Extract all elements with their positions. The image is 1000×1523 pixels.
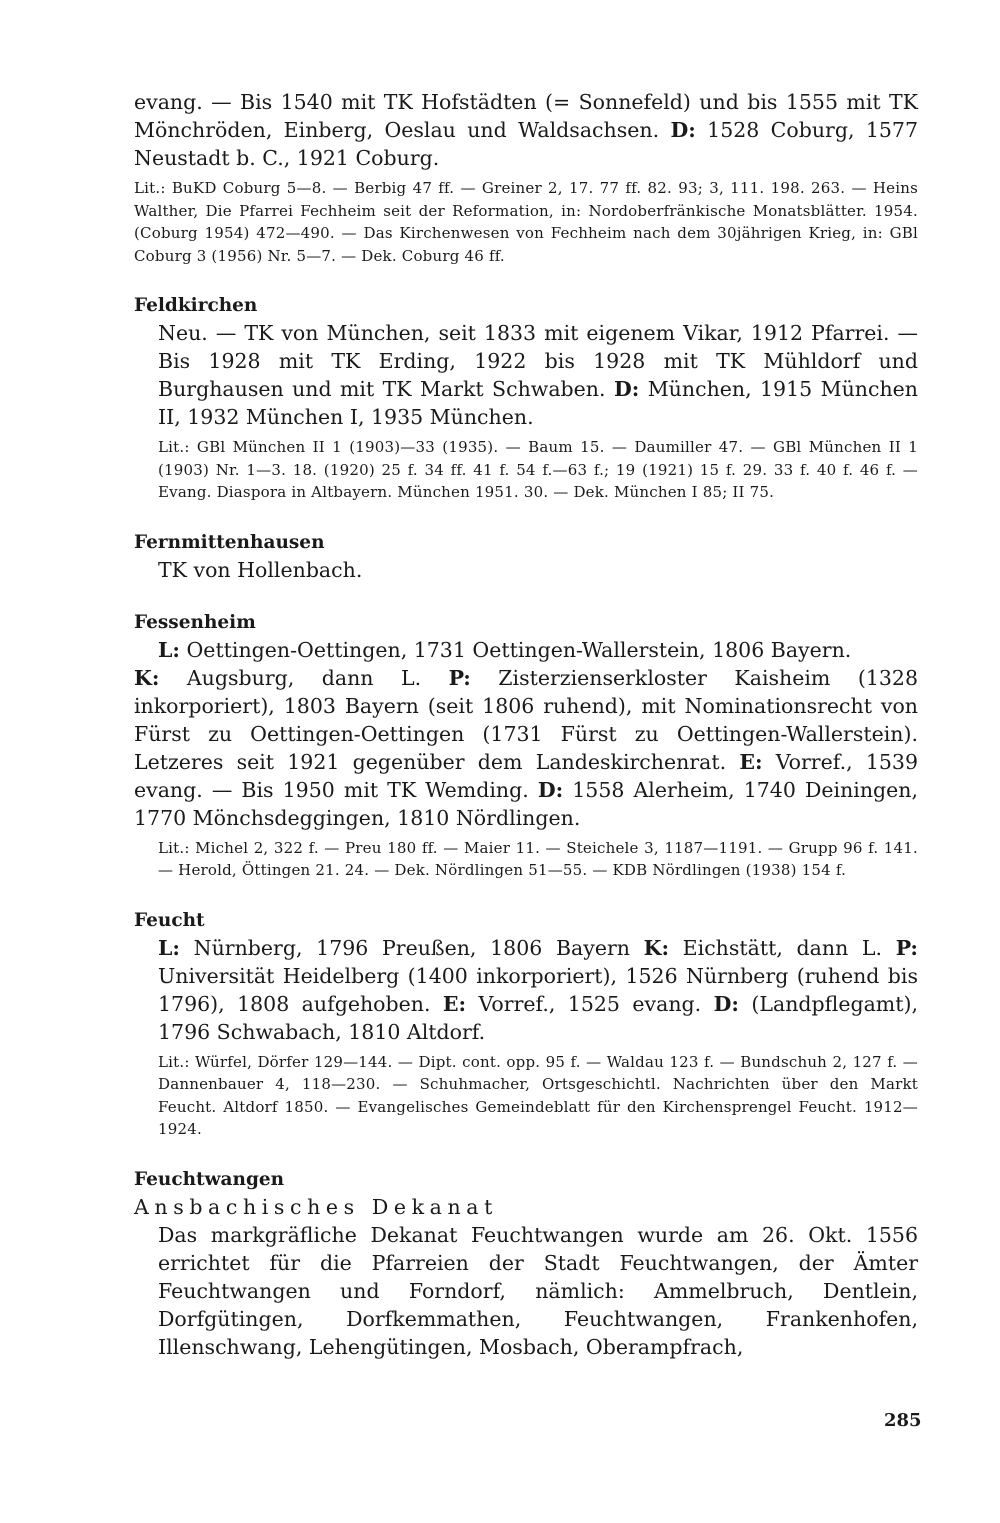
- entry-heading: Feuchtwangen: [134, 1168, 285, 1190]
- entry-text: L: Nürnberg, 1796 Preußen, 1806 Bayern K: Eichstätt, dann L. P: Universität Heidelberg (1400 inkorporiert), 1526 Nürnberg (ruhend bis 1796), 1808 aufgehoben. E: Vorref., 1525 evang. D: (Landpflegamt), 1796 Schwabach, 1810 Altdorf.: [158, 935, 918, 1044]
- literature-note: Lit.: Michel 2, 322 f. — Preu 180 ff. — Maier 11. — Steichele 3, 1187—1191. — Grupp 96 f. 141. — Herold, Öttingen 21. 24. — Dek. Nördlingen 51—55. — KDB Nördlingen (1938) 154 f.: [158, 838, 918, 879]
- entry-subheading: Ansbachisches Dekanat: [134, 1194, 498, 1219]
- literature-note: Lit.: GBl München II 1 (1903)—33 (1935). — Baum 15. — Daumiller 47. — GBl München II 1 (1903) Nr. 1—3. 18. (1920) 25 f. 34 ff. 41 f. 54 f.—63 f.; 19 (1921) 15 f. 29. 33 f. 40 f. 46 f. — Evang. Diaspora in Altbayern. München 1951. 30. — Dek. München I 85; II 75.: [158, 438, 918, 501]
- entry-heading: Feldkirchen: [134, 295, 258, 316]
- page-body: [134, 88, 918, 1361]
- page-number: 285: [884, 1410, 922, 1431]
- entry-heading: Feucht: [134, 909, 205, 931]
- entry-fessenheim: [134, 610, 918, 882]
- entry-heading: Fessenheim: [134, 611, 256, 633]
- literature-note: Lit.: BuKD Coburg 5—8. — Berbig 47 ff. — Greiner 2, 17. 77 ff. 82. 93; 3, 111. 198. 263. — Heins Walther, Die Pfarrei Fechheim seit der Reformation, in: Nordoberfränkische Monatsblätter. 1954. (Coburg 1954) 472—490. — Das Kirchenwesen von Fechheim nach dem 30jährigen Krieg, in: GBl Coburg 3 (1956) Nr. 5—7. — Dek. Coburg 46 ff.: [134, 179, 918, 265]
- entry-text: TK von Hollenbach.: [158, 557, 363, 582]
- entry-feucht: [134, 908, 918, 1141]
- entry-feldkirchen: [134, 293, 918, 504]
- entry-text: Das markgräfliche Dekanat Feuchtwangen wurde am 26. Okt. 1556 errichtet für die Pfarreien der Stadt Feuchtwangen, der Ämter Feuchtwangen und Forndorf, nämlich: Ammelbruch, Dentlein, Dorfgütingen, Dorfkemmathen, Feuchtwangen, Frankenhofen, Illenschwang, Lehengütingen, Mosbach, Oberampfrach,: [158, 1222, 918, 1359]
- entry-text: Neu. — TK von München, seit 1833 mit eigenem Vikar, 1912 Pfarrei. — Bis 1928 mit TK Erding, 1922 bis 1928 mit TK Mühldorf und Burghausen und mit TK Markt Schwaben. D: München, 1915 München II, 1932 München I, 1935 München.: [158, 321, 918, 429]
- entry-heading: Fernmittenhausen: [134, 531, 325, 553]
- entry-fernmittenhausen: [134, 530, 918, 584]
- entry-intro: [134, 88, 918, 267]
- entry-text-main: K: Augsburg, dann L. P: Zisterzienserkloster Kaisheim (1328 inkorporiert), 1803 Bayern (seit 1806 ruhend), mit Nominationsrecht von Fürst zu Oettingen-Oettingen (1731 Fürst zu Oettingen-Wallerstein). Letzeres seit 1921 gegenüber dem Landeskirchenrat. E: Vorref., 1539 evang. — Bis 1950 mit TK Wemding. D: 1558 Alerheim, 1740 Deiningen, 1770 Mönchsdeggingen, 1810 Nördlingen.: [134, 665, 918, 830]
- literature-note: Lit.: Würfel, Dörfer 129—144. — Dipt. cont. opp. 95 f. — Waldau 123 f. — Bundschuh 2, 127 f. — Dannenbauer 4, 118—230. — Schuhmacher, Ortsgeschichtl. Nachrichten über den Markt Feucht. Altdorf 1850. — Evangelisches Gemeindeblatt für den Kirchensprengel Feucht. 1912—1924.: [158, 1052, 918, 1138]
- entry-text-l: L: Oettingen-Oettingen, 1731 Oettingen-Wallerstein, 1806 Bayern.: [158, 637, 852, 662]
- entry-feuchtwangen: [134, 1167, 918, 1361]
- entry-text: evang. — Bis 1540 mit TK Hofstädten (= Sonnefeld) und bis 1555 mit TK Mönchröden, Einberg, Oeslau und Waldsachsen. D: 1528 Coburg, 1577 Neustadt b. C., 1921 Coburg.: [134, 90, 918, 170]
